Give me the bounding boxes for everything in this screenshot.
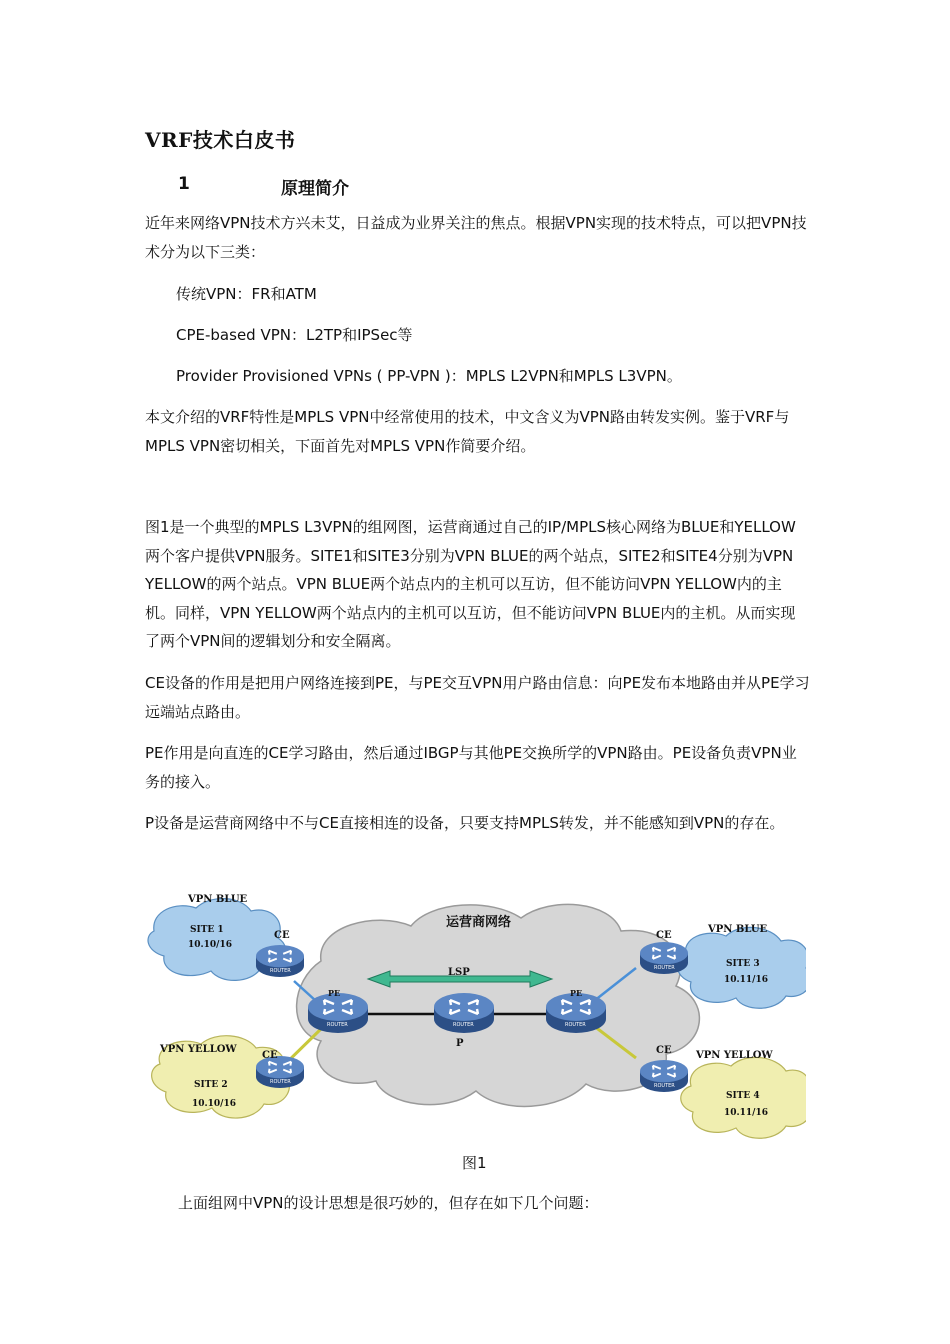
site2-vpn: VPN YELLOW — [160, 1044, 237, 1055]
mpls-network-diagram — [146, 886, 806, 1146]
ce-label-4: CE — [656, 1045, 672, 1056]
list-item: Provider Provisioned VPNs ( PP-VPN )：MPLS L2VPN和MPLS L3VPN。 — [176, 367, 682, 385]
p-paragraph: P设备是运营商网络中不与CE直接相连的设备，只要支持MPLS转发，并不能感知到VPN的存在。 — [145, 814, 785, 832]
p-label: P — [456, 1038, 464, 1049]
router-caption: ROUTER — [453, 1022, 474, 1028]
router-caption: ROUTER — [270, 1079, 291, 1085]
site3-name: SITE 3 — [726, 959, 760, 969]
closing-line: 上面组网中VPN的设计思想是很巧妙的，但存在如下几个问题： — [178, 1194, 599, 1212]
list-item: CPE-based VPN：L2TP和IPSec等 — [176, 326, 413, 344]
site1-subnet: 10.10/16 — [188, 940, 232, 950]
site4-subnet: 10.11/16 — [724, 1108, 768, 1118]
router-caption: ROUTER — [270, 968, 291, 974]
ce-label-2: CE — [262, 1050, 278, 1061]
pe-paragraph: PE作用是向直连的CE学习路由，然后通过IBGP与其他PE交换所学的VPN路由。PE设备负责VPN业务的接入。 — [145, 744, 797, 791]
section-title: 原理简介 — [281, 179, 349, 199]
site4-name: SITE 4 — [726, 1091, 760, 1101]
pe-label-right: PE — [570, 988, 583, 998]
router-caption: ROUTER — [327, 1022, 348, 1028]
pe-label-left: PE — [328, 988, 341, 998]
lsp-label: LSP — [448, 967, 470, 978]
ce-paragraph: CE设备的作用是把用户网络连接到PE，与PE交互VPN用户路由信息：向PE发布本地路由并从PE学习远端站点路由。 — [145, 674, 810, 721]
ce-label-3: CE — [656, 930, 672, 941]
core-label: 运营商网络 — [446, 915, 512, 930]
intro-paragraph: 近年来网络VPN技术方兴未艾，日益成为业界关注的焦点。根据VPN实现的技术特点，可以把VPN技术分为以下三类： — [145, 214, 807, 261]
router-caption: ROUTER — [565, 1022, 586, 1028]
figure-caption: 图1 — [462, 1154, 487, 1172]
list-item: 传统VPN：FR和ATM — [176, 285, 317, 303]
site3-subnet: 10.11/16 — [724, 975, 768, 985]
site1-vpn: VPN BLUE — [188, 894, 248, 905]
figure-paragraph: 图1是一个典型的MPLS L3VPN的组网图，运营商通过自己的IP/MPLS核心网络为BLUE和YELLOW两个客户提供VPN服务。SITE1和SITE3分别为VPN BLUE的两个站点，SITE2和SITE4分别为VPN YELLOW的两个站点。VPN BLUE两个站点内的主机可以互访，但不能访问VPN YELLOW内的主机。同样，VPN YELLOW两个站点内的主机可以互访，但不能访问VPN BLUE内的主机。从而实现了两个VPN间的逻辑划分和安全隔离。 — [145, 518, 796, 650]
vrf-paragraph: 本文介绍的VRF特性是MPLS VPN中经常使用的技术，中文含义为VPN路由转发实例。鉴于VRF与MPLS VPN密切相关，下面首先对MPLS VPN作简要介绍。 — [145, 408, 790, 455]
site1-name: SITE 1 — [190, 925, 224, 935]
site2-name: SITE 2 — [194, 1080, 228, 1090]
site4-vpn: VPN YELLOW — [696, 1050, 773, 1061]
section-number: 1 — [178, 174, 190, 194]
site2-subnet: 10.10/16 — [192, 1099, 236, 1109]
document-title: VRF技术白皮书 — [145, 128, 296, 152]
ce-label-1: CE — [274, 930, 290, 941]
router-caption: ROUTER — [654, 965, 675, 971]
router-caption: ROUTER — [654, 1083, 675, 1089]
site3-vpn: VPN BLUE — [708, 924, 768, 935]
